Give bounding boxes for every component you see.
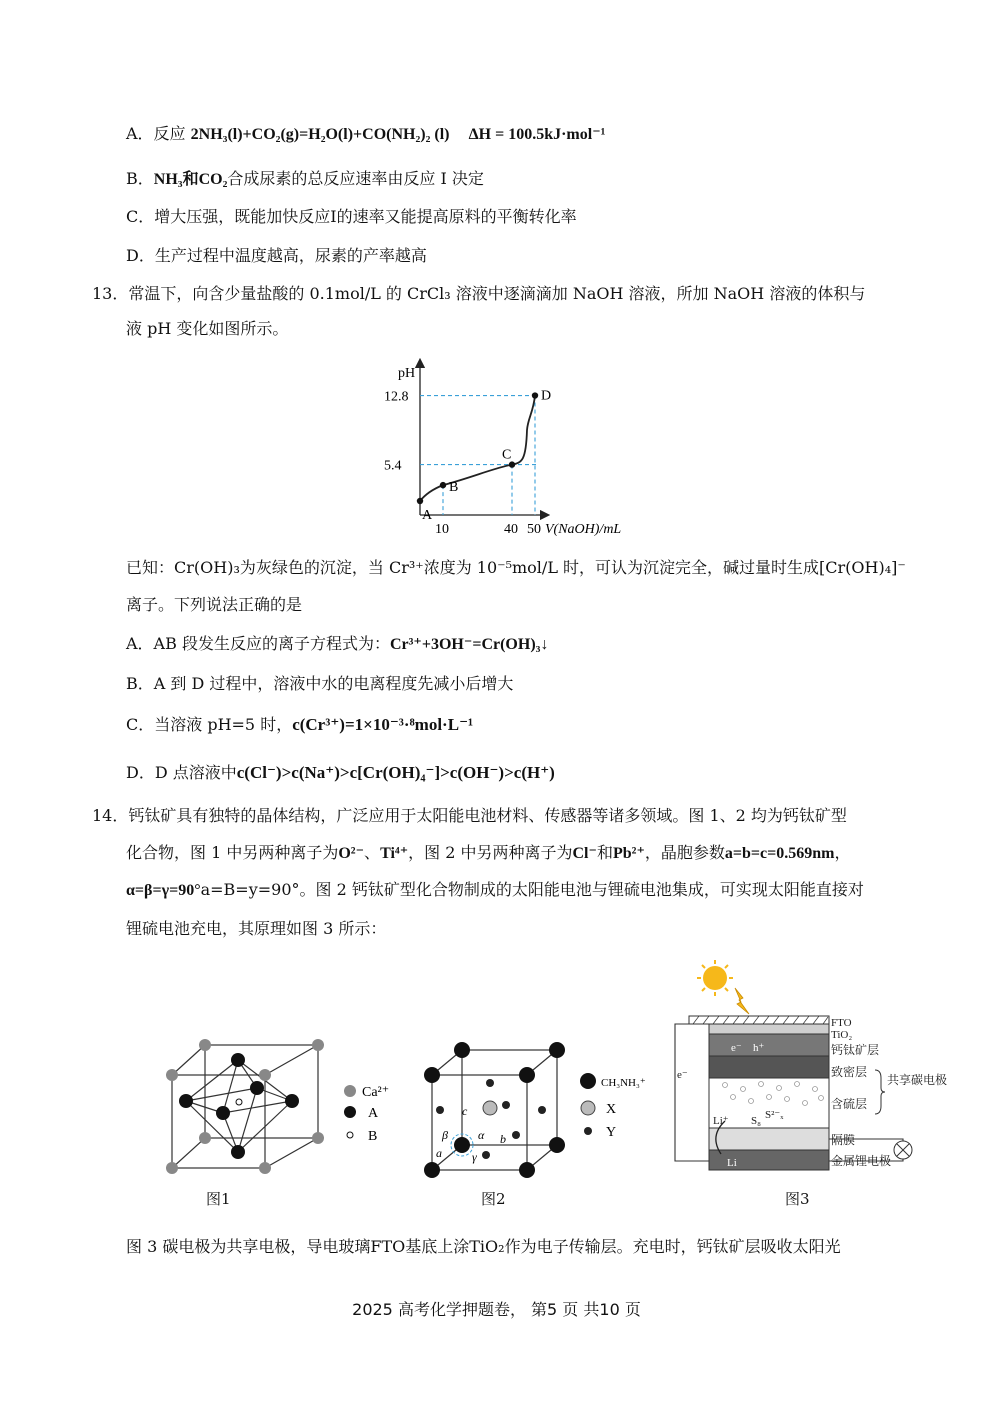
sun-icon	[697, 960, 733, 996]
q12-option-d: D．生产过程中温度越高，尿素的产率越高	[126, 246, 427, 265]
q14-line3-text: a=B=y=90°。图 2 钙钛矿型化合物制成的太阳能电池与锂硫电池集成，可实现太阳能直接对	[200, 880, 864, 899]
figure-1-caption: 图1	[206, 1190, 231, 1208]
q14-line1: 14．钙钛矿具有独特的晶体结构，广泛应用于太阳能电池材料、传感器等诸多领域。图 1、2 均为钙钛矿型	[92, 806, 847, 825]
legend-b: B	[368, 1129, 378, 1144]
fig2-label-a: a	[436, 1146, 442, 1160]
point-b	[440, 482, 446, 488]
legend-ca-marker	[344, 1085, 356, 1097]
q14-separator: 、	[364, 843, 381, 862]
y-axis-label: pH	[398, 366, 416, 381]
fig3-s8-label: S₈	[751, 1115, 761, 1127]
figure-2-caption: 图2	[481, 1190, 506, 1208]
q14-ion-oxide: O²⁻	[338, 845, 365, 862]
point-label-c: C	[502, 447, 512, 463]
q14-line2-text-c: ，晶胞参数	[644, 843, 725, 862]
q13-stem-line2: 液 pH 变化如图所示。	[126, 319, 289, 338]
y-tick-5-4: 5.4	[384, 458, 402, 474]
legend-x: X	[606, 1102, 617, 1117]
legend-a: A	[368, 1106, 379, 1121]
left-wire	[675, 1024, 709, 1161]
fig3-layer-perovskite: 钙钛矿层	[831, 1043, 880, 1057]
q14-ion-lead: Pb²⁺	[612, 845, 645, 862]
q13-option-b: B．A 到 D 过程中，溶液中水的电离程度先减小后增大	[126, 674, 514, 693]
q14-line2	[126, 842, 851, 865]
fig3-layer-sulfur: 含硫层	[831, 1097, 868, 1111]
fig3-shared-electrode: 共享碳电极	[887, 1073, 948, 1087]
q13-option-a-equation: Cr³⁺+3OH⁻=Cr(OH)₃↓	[389, 636, 549, 653]
q14-line2-text-a: 化合物，图 1 中另两种离子为	[126, 843, 339, 862]
fig2-label-b: b	[500, 1132, 506, 1146]
fig3-layer-separator: 隔膜	[831, 1133, 856, 1147]
q13-option-d-equation: c(Cl⁻)>c(Na⁺)>c[Cr(OH)₄⁻]>c(OH⁻)>c(H⁺)	[236, 763, 555, 782]
y-tick-12-8: 12.8	[384, 389, 409, 405]
fig3-polysulfide-label: S²⁻ₓ	[765, 1109, 784, 1121]
legend-y-marker	[584, 1127, 592, 1135]
q14-ion-chloride: Cl⁻	[572, 845, 597, 862]
fig3-li-ion-label: Li⁺	[713, 1115, 729, 1127]
q14-comma: ，	[834, 843, 851, 862]
q14-cell-angles: α=β=γ=90°	[126, 882, 201, 899]
q12-option-b-label: B．	[126, 169, 154, 188]
fig3-layer-lithium: 金属锂电极	[831, 1154, 892, 1168]
dense-layer	[709, 1056, 829, 1078]
q14-line2-text-b: ，图 2 中另两种离子为	[408, 843, 573, 862]
figure-3-solar-lis-battery	[665, 958, 948, 1176]
figure-1-perovskite-cell	[150, 1030, 410, 1180]
page-footer: 2025 高考化学押题卷， 第5 页 共10 页	[352, 1300, 641, 1319]
q12-option-a-enthalpy: ΔH = 100.5kJ·mol⁻¹	[468, 126, 606, 143]
legend-b-marker	[347, 1132, 353, 1138]
shared-electrode-brace	[875, 1070, 885, 1114]
figure-3-caption: 图3	[785, 1190, 810, 1208]
q14-and: 和	[596, 843, 613, 862]
legend-y: Y	[606, 1125, 617, 1140]
x-tick-10: 10	[435, 522, 449, 537]
q14-line4: 锂硫电池充电，其原理如图 3 所示：	[126, 919, 387, 938]
fig3-layer-dense: 致密层	[831, 1065, 868, 1079]
q12-option-b	[126, 168, 484, 191]
q12-option-b-equation: NH₃和CO₂	[153, 171, 228, 188]
fig3-hole-label: h⁺	[753, 1042, 765, 1054]
ph-titration-chart	[380, 355, 650, 545]
point-label-b: B	[449, 480, 459, 496]
legend-a-marker	[344, 1106, 356, 1118]
q12-option-a	[126, 123, 605, 146]
q13-option-c	[126, 714, 473, 736]
perovskite-layer	[709, 1034, 829, 1056]
ph-curve	[420, 396, 535, 501]
point-label-d: D	[541, 388, 552, 404]
x-tick-40: 40	[504, 522, 518, 537]
figure-2-perovskite-cell	[420, 1035, 660, 1180]
legend-ch3nh3-marker	[580, 1073, 596, 1089]
legend-ch3nh3: CH₃NH₃⁺	[601, 1077, 646, 1089]
fig3-layer-fto: FTO	[831, 1017, 852, 1029]
q12-option-c: C．增大压强，既能加快反应I的速率又能提高原料的平衡转化率	[126, 207, 577, 226]
fig3-wire-electron-label: e⁻	[677, 1069, 688, 1081]
fig2-label-alpha: α	[478, 1128, 485, 1142]
q12-option-b-text: 合成尿素的总反应速率由反应 I 决定	[227, 169, 484, 188]
q12-option-a-equation: 2NH₃(l)+CO₂(g)=H₂O(l)+CO(NH₂)₂ (l)	[190, 126, 450, 143]
q14-ion-titanium: Ti⁴⁺	[380, 845, 409, 862]
fig2-label-gamma: γ	[472, 1150, 477, 1164]
point-a	[417, 498, 423, 504]
q13-option-a-label: A．AB 段发生反应的离子方程式为：	[126, 634, 390, 653]
q13-stem-line1: 13．常温下，向含少量盐酸的 0.1mol/L 的 CrCl₃ 溶液中逐滴滴加 NaOH 溶液，所加 NaOH 溶液的体积与	[92, 284, 866, 303]
fig3-layer-tio2: TiO₂	[831, 1029, 853, 1041]
fig2-label-beta: β	[442, 1128, 448, 1142]
fig2-label-c: c	[462, 1104, 468, 1118]
q13-option-c-label: C．当溶液 pH=5 时，	[126, 715, 293, 734]
q13-option-c-equation: c(Cr³⁺)=1×10⁻³·⁸mol·L⁻¹	[292, 715, 474, 734]
fig3-electron-label: e⁻	[731, 1042, 742, 1054]
q14-line3	[126, 879, 864, 902]
point-label-a: A	[422, 508, 433, 523]
q14-cell-parameter: a=b=c=0.569nm	[724, 845, 835, 862]
q13-option-d	[126, 762, 555, 784]
q13-option-a	[126, 633, 548, 656]
q13-option-d-label: D．D 点溶液中	[126, 763, 237, 782]
separator-layer	[709, 1128, 829, 1150]
q13-known-line2: 离子。下列说法正确的是	[126, 595, 303, 614]
point-d	[532, 392, 538, 398]
lightning-icon	[735, 988, 749, 1014]
x-tick-50: 50	[527, 522, 541, 537]
tio2-layer	[709, 1024, 829, 1034]
x-axis-label: V(NaOH)/mL	[545, 522, 622, 537]
legend-x-marker	[581, 1101, 595, 1115]
q12-option-a-label: A．反应	[126, 124, 186, 143]
q13-known-line1: 已知：Cr(OH)₃为灰绿色的沉淀，当 Cr³⁺浓度为 10⁻⁵mol/L 时，可认为沉淀完全，碱过量时生成[Cr(OH)₄]⁻	[126, 558, 906, 577]
legend-ca: Ca²⁺	[362, 1085, 390, 1100]
fig3-li-label: Li	[727, 1157, 737, 1169]
q14-bottom-line: 图 3 碳电极为共享电极，导电玻璃FTO基底上涂TiO₂作为电子传输层。充电时，钙钛矿层吸收太阳光	[126, 1237, 841, 1256]
